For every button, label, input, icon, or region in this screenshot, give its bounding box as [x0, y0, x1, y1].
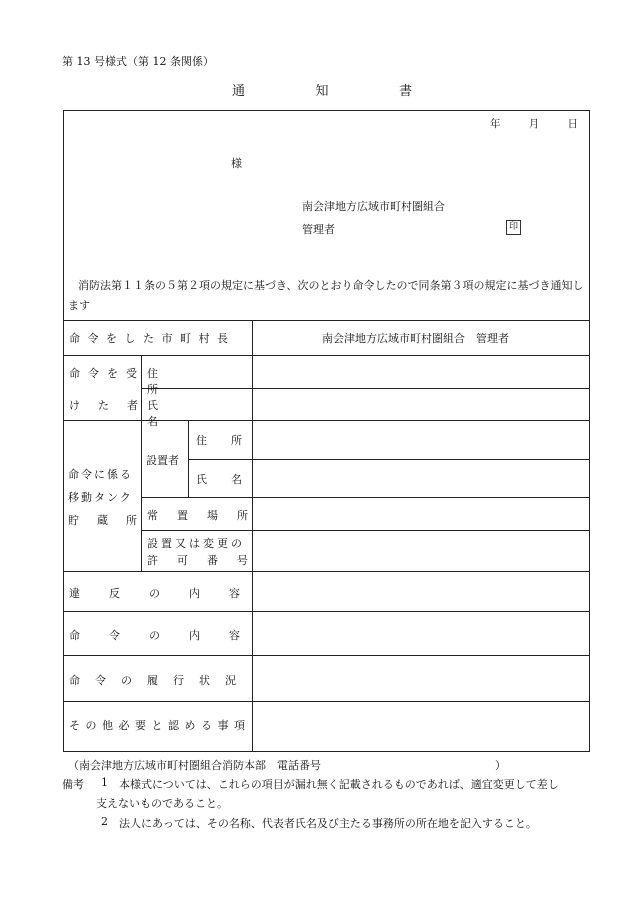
ordering-mayor-value: 南会津地方広域市町村圏組合 管理者	[322, 332, 509, 345]
divider	[141, 530, 590, 531]
ordering-mayor-label-text: 命令をした市町村長	[69, 332, 236, 345]
tank-label-line3: 貯蔵所	[68, 514, 155, 527]
column-divider	[141, 355, 142, 571]
permit-label-line2: 許可番号	[147, 554, 267, 567]
divider	[63, 701, 590, 702]
date-month: 月	[528, 118, 540, 130]
title-char: 通	[232, 84, 246, 99]
note-1-number: 1	[101, 776, 108, 789]
recipient-label-line2: けた者	[69, 399, 156, 412]
issuer-title: 管理者	[302, 223, 335, 236]
divider	[63, 320, 590, 321]
location-label: 常置場所	[147, 509, 267, 522]
installer-label: 設置者	[146, 454, 179, 467]
recipient-address-label: 住所	[147, 367, 230, 396]
divider	[63, 611, 590, 612]
column-divider	[252, 320, 253, 752]
divider	[63, 571, 590, 572]
date-day: 日	[567, 118, 578, 130]
contact-line: （南会津地方広域市町村圏組合消防本部 電話番号	[68, 759, 321, 772]
recipient-label-line1: 命令を受	[69, 367, 145, 380]
recipient-name-label: 氏名	[147, 399, 230, 428]
installer-address-label: 住所	[196, 434, 266, 447]
installer-name-label: 氏名	[196, 473, 266, 486]
divider	[63, 655, 590, 656]
divider	[63, 420, 590, 421]
order-status-label: 命令の履行状況	[69, 674, 251, 687]
violation-label: 違反の内容	[69, 587, 269, 600]
permit-label-line1: 設置又は変更の	[147, 537, 245, 550]
issuer-organization: 南会津地方広域市町村圏組合	[302, 200, 445, 213]
notes-heading: 備考	[62, 778, 84, 791]
ordering-mayor-label	[69, 330, 245, 346]
document-title	[232, 80, 412, 99]
form-number-label: 第 13 号様式（第 12 条関係）	[62, 55, 214, 68]
note-2-text: 法人にあっては、その名称、代表者氏名及び主たる事務所の所在地を記入すること。	[119, 817, 537, 830]
date-year: 年	[490, 118, 501, 130]
other-matters-label: その他必要と認める事項	[69, 719, 251, 732]
date-line	[490, 116, 578, 131]
note-2-number: 2	[101, 815, 108, 828]
note-1-line2: 支えないものであること。	[96, 797, 228, 810]
contact-line-close: ）	[495, 759, 506, 772]
order-content-label: 命令の内容	[69, 629, 269, 642]
seal-mark: 印	[506, 220, 521, 235]
divider	[63, 355, 590, 356]
tank-label-line1: 命令に係る	[68, 468, 133, 481]
title-char: 知	[315, 84, 329, 99]
recipient-honorific: 様	[231, 157, 242, 170]
notice-body-text: 消防法第１１条の５第２項の規定に基づき、次のとおり命令したので同条第３項の規定に基づき通知します	[68, 279, 584, 312]
tank-label-line2: 移動タンク	[68, 491, 133, 504]
divider	[141, 497, 590, 498]
column-divider	[188, 420, 189, 497]
title-char: 書	[398, 84, 412, 99]
divider	[188, 459, 590, 460]
note-1-line1: 本様式については、これらの項目が漏れ無く記載されるものであれば、適宜変更して差し	[119, 778, 559, 791]
